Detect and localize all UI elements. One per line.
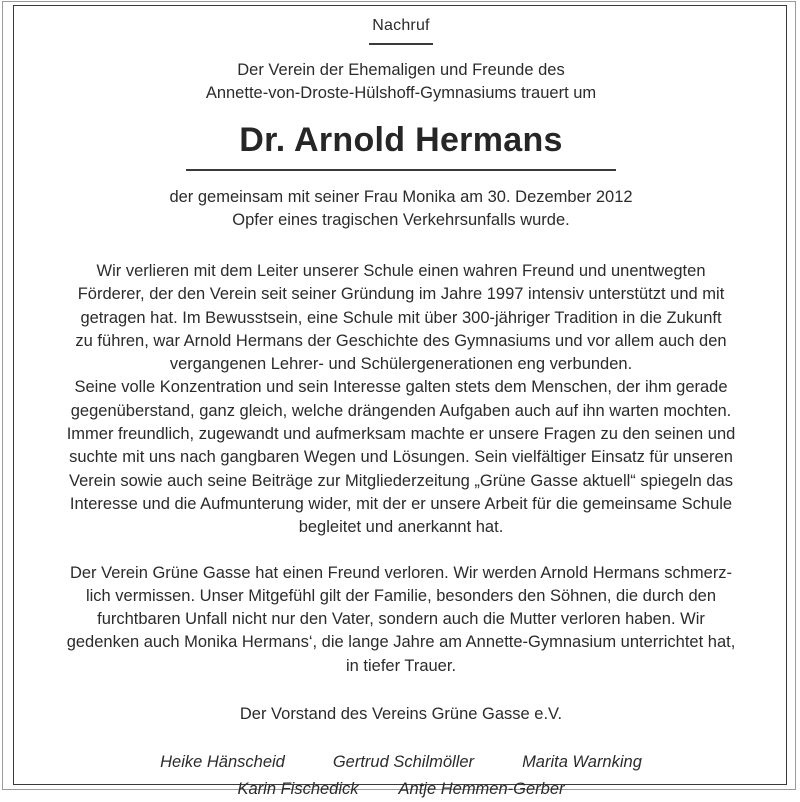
paragraph-line: Förderer, der den Verein seit seiner Gründung im Jahre 1997 intensiv unterstützt und mit [77, 285, 725, 304]
paragraph-line: Interesse und die Aufmunterung wider, mit der er unsere Arbeit für die gemeinsame Schule [69, 494, 733, 513]
paragraph-line: in tiefer Trauer. [345, 656, 457, 675]
deceased-name: Dr. Arnold Hermans [239, 121, 563, 159]
paragraph-line: Seine volle Konzentration und sein Interesse galten stets dem Menschen, der ihm gerade [74, 378, 728, 397]
paragraph-line: zu führen, war Arnold Hermans der Geschichte des Gymnasiums und vor allem auch den [75, 331, 727, 350]
paragraph-line: lich vermissen. Unser Mitgefühl gilt der Familie, besonders den Söhnen, die durch den [85, 586, 717, 605]
paragraph-line: Der Verein Grüne Gasse hat einen Freund verloren. Wir werden Arnold Hermans schmerz- [69, 563, 733, 582]
name-divider [186, 169, 616, 171]
paragraph-line: begleitet und anerkannt hat. [298, 518, 504, 537]
paragraph-line: gegenüberstand, ganz gleich, welche drängenden Aufgaben auch auf ihn warten mochten. [70, 401, 732, 420]
signatory-name: Gertrud Schilmöller [332, 753, 475, 772]
paragraph-tribute-founder [54, 260, 748, 376]
paragraph-line: Immer freundlich, zugewandt und aufmerksam machte er unsere Fragen zu den seinen und [66, 425, 736, 444]
paragraph-condolence [54, 562, 748, 678]
paragraph-line: vergangenen Lehrer- und Schülergenerationen eng verbunden. [169, 355, 633, 374]
intro-line: Annette-von-Droste-Hülshoff-Gymnasiums trauert um [205, 84, 597, 102]
paragraph-line: Wir verlieren mit dem Leiter unserer Schule einen wahren Freund und unentwegten [96, 262, 706, 280]
notice-kicker: Nachruf [372, 17, 430, 34]
kicker-divider [369, 43, 433, 45]
circumstance-line: der gemeinsam mit seiner Frau Monika am 30. Dezember 2012 [169, 188, 633, 206]
signatory-row [54, 777, 748, 802]
circumstance-block [54, 186, 748, 232]
paragraph-tribute-character [54, 376, 748, 539]
signatory-name: Antje Hemmen-Gerber [398, 780, 565, 799]
paragraph-line: getragen hat. Im Bewusstsein, eine Schule mit über 300-jähriger Tradition in die Zukunft [80, 308, 722, 327]
obituary-outer-border [2, 1, 796, 799]
intro-line: Der Verein der Ehemaligen und Freunde des [237, 61, 565, 79]
intro-block [54, 59, 748, 105]
paragraph-line: Verein sowie auch seine Beiträge zur Mitgliederzeitung „Grüne Gasse aktuell“ spiegeln das [68, 471, 734, 490]
signatory-name: Heike Hänscheid [160, 753, 285, 772]
paragraph-line: suchte mit uns nach gangbaren Wegen und Lösungen. Sein vielfältiger Einsatz für unseren [69, 448, 733, 467]
signatory-name: Karin Fischedick [237, 780, 359, 799]
circumstance-line: Opfer eines tragischen Verkehrsunfalls wurde. [232, 211, 570, 229]
obituary-notice [14, 6, 788, 802]
board-line: Der Vorstand des Vereins Grüne Gasse e.V. [239, 705, 563, 724]
signatory-name: Marita Warnking [522, 753, 642, 772]
signatory-row [54, 750, 748, 775]
signatory-block [54, 750, 748, 802]
obituary-inner-border [13, 5, 787, 799]
paragraph-line: furchtbaren Unfall nicht nur den Vater, sondern auch die Mutter verloren haben. Wir [97, 610, 705, 629]
paragraph-line: gedenken auch Monika Hermans‘, die lange Jahre am Annette-Gymnasium unterrichtet hat, [66, 633, 736, 652]
